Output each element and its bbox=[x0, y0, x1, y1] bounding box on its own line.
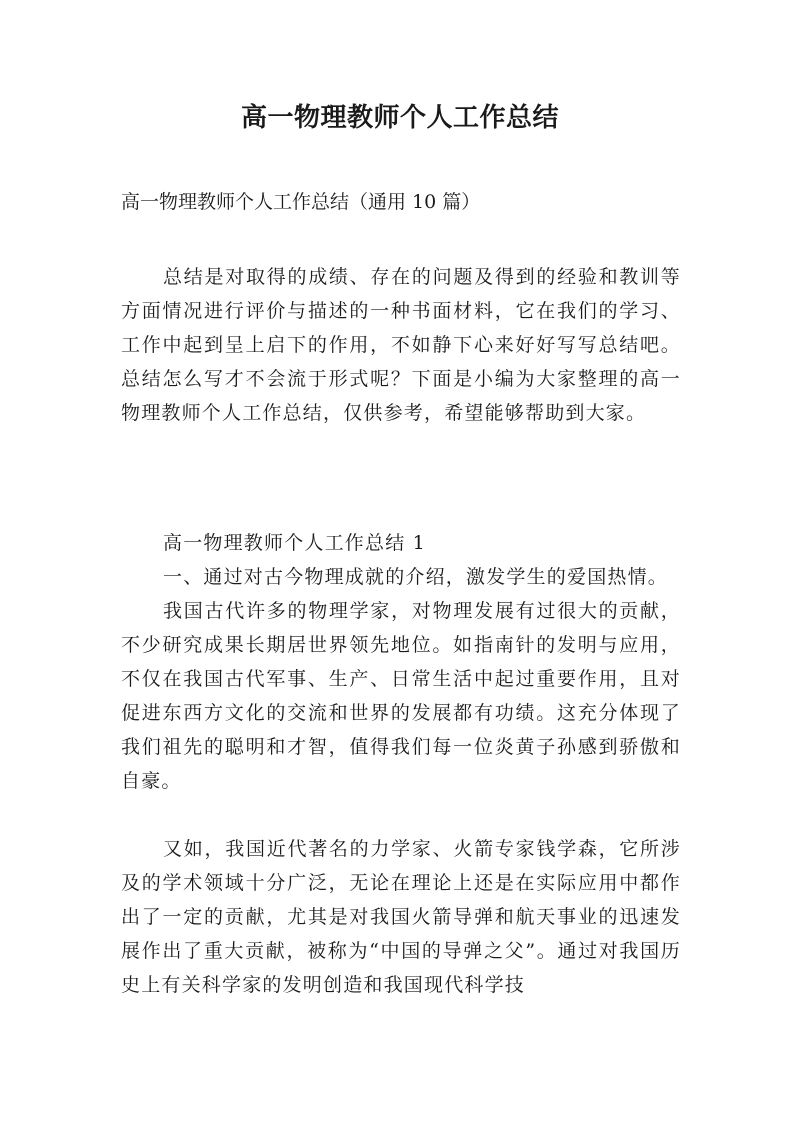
section-heading: 高一物理教师个人工作总结 1 bbox=[163, 532, 426, 554]
body-paragraph-1: 我国古代许多的物理学家，对物理发展有过很大的贡献，不少研究成果长期居世界领先地位。如指南针的发明与应用，不仅在我国古代军事、生产、日常生活中起过重要作用，且对促进东西方文化的交流和世界的发展都有功绩。这充分体现了我们祖先的聪明和才智，值得我们每一位炎黄子孙感到骄傲和自豪。 bbox=[121, 600, 681, 792]
body-paragraph-2: 又如，我国近代著名的力学家、火箭专家钱学森，它所涉及的学术领域十分广泛，无论在理论上还是在实际应用中都作出了一定的贡献，尤其是对我国火箭导弹和航天事业的迅速发展作出了重大贡献，被称为“中国的导弹之父”。通过对我国历史上有关科学家的发明创造和我国现代科学技 bbox=[121, 838, 681, 996]
document-subtitle: 高一物理教师个人工作总结（通用 10 篇） bbox=[121, 191, 481, 213]
intro-paragraph: 总结是对取得的成绩、存在的问题及得到的经验和教训等方面情况进行评价与描述的一种书面材料，它在我们的学习、工作中起到呈上启下的作用，不如静下心来好好写写总结吧。总结怎么写才不会流于形式呢？下面是小编为大家整理的高一物理教师个人工作总结，仅供参考，希望能够帮助到大家。 bbox=[121, 266, 681, 424]
section-point-1: 一、通过对古今物理成就的介绍，激发学生的爱国热情。 bbox=[163, 566, 669, 588]
document-title: 高一物理教师个人工作总结 bbox=[240, 103, 559, 133]
